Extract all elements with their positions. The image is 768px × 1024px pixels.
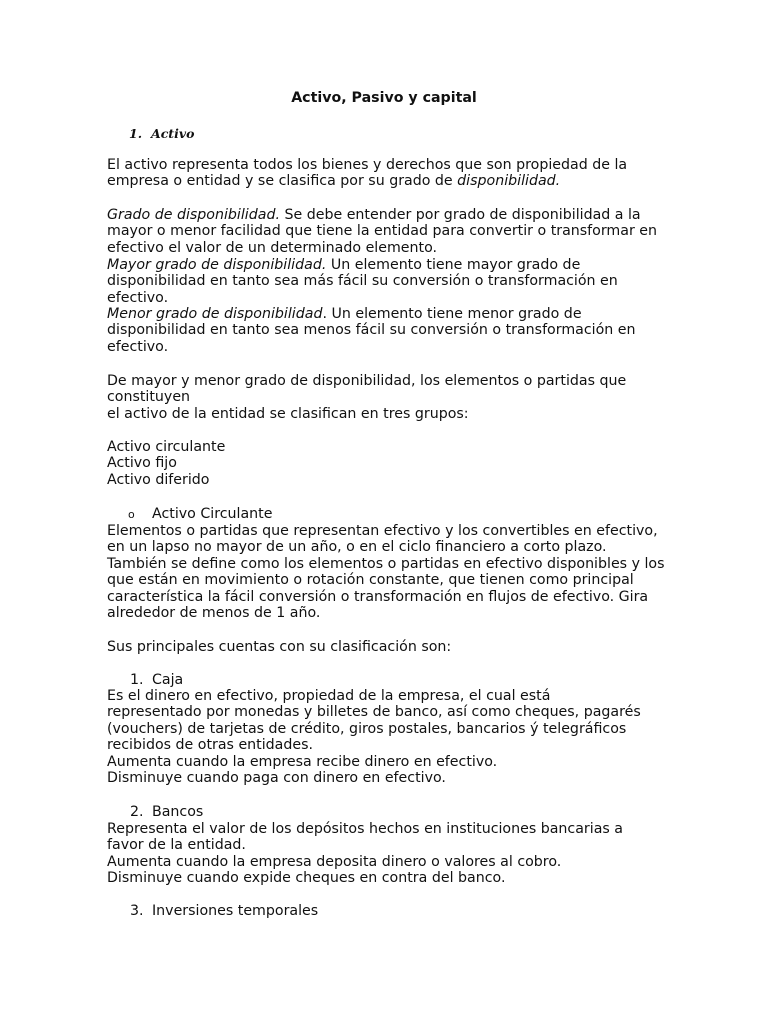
- section-label: Activo: [151, 126, 195, 141]
- clasificacion-paragraph: [107, 373, 667, 422]
- intro-italic: disponibilidad.: [457, 173, 561, 190]
- caja-aumenta: Aumenta cuando la empresa recibe dinero en efectivo.: [107, 753, 498, 770]
- bullet-marker: o: [128, 508, 135, 521]
- activo-circulante-heading: [128, 506, 272, 523]
- document-title: Activo, Pasivo y capital: [291, 90, 477, 106]
- bancos-disminuye: Disminuye cuando expide cheques en contra del banco.: [107, 870, 506, 887]
- caja-label: Caja: [152, 672, 184, 688]
- activo-circulante-text: Elementos o partidas que representan efectivo y los convertibles en efectivo, en un lapso no mayor de un año, o en el ciclo financiero a corto plazo. También se define como los elementos o partidas en efectivo disponibles y los que están en movimiento o rotación constante, que tienen como principal característica la fácil conversión o transformación en flujos de efectivo. Gira alrededor de menos de 1 año.: [107, 523, 665, 622]
- bancos-text: Representa el valor de los depósitos hechos en instituciones bancarias a favor de la entidad.: [107, 821, 623, 854]
- intro-text: El activo representa todos los bienes y derechos que son propiedad de la empresa o entidad y se clasifica por su grado de: [107, 157, 628, 190]
- bancos-heading: [130, 804, 203, 820]
- section-heading-activo: [129, 126, 194, 142]
- menor-label: Menor grado de disponibilidad: [107, 306, 323, 322]
- menor-text: . Un elemento tiene menor grado de disponibilidad en tanto sea menos fácil su conversión o transformación en efectivo.: [107, 306, 636, 355]
- bancos-aumenta: Aumenta cuando la empresa deposita dinero o valores al cobro.: [107, 853, 562, 870]
- clasificacion-line-1: De mayor y menor grado de disponibilidad, los elementos o partidas que constituyen: [107, 373, 627, 406]
- activo-circulante-label: Activo Circulante: [152, 506, 273, 522]
- bancos-body: [107, 821, 657, 887]
- group-item: Activo circulante: [107, 439, 226, 455]
- inversiones-number: 3.: [130, 903, 144, 919]
- group-item: Activo fijo: [107, 455, 177, 472]
- mayor-label: Mayor grado de disponibilidad.: [107, 257, 327, 273]
- group-item: Activo diferido: [107, 471, 210, 488]
- caja-number: 1.: [130, 672, 144, 688]
- caja-body: [107, 688, 647, 786]
- clasificacion-line-2: el activo de la entidad se clasifican en tres grupos:: [107, 405, 469, 422]
- grado-text: Se debe entender por grado de disponibilidad a la mayor o menor facilidad que tiene la entidad para convertir o transformar en efectivo el valor de un determinado elemento.: [107, 207, 658, 256]
- section-number: 1.: [129, 126, 143, 141]
- mayor-paragraph: [107, 257, 667, 306]
- inversiones-label: Inversiones temporales: [152, 903, 319, 919]
- menor-paragraph: [107, 306, 667, 355]
- bancos-label: Bancos: [152, 804, 204, 820]
- group-list: [107, 439, 667, 488]
- caja-text: Es el dinero en efectivo, propiedad de la empresa, el cual está representado por monedas y billetes de banco, así como cheques, pagarés (vouchers) de tarjetas de crédito, giros postales, bancarios ý telegráficos recibidos de otras entidades.: [107, 688, 641, 754]
- caja-heading: [130, 672, 183, 688]
- bancos-number: 2.: [130, 804, 144, 820]
- caja-disminuye: Disminuye cuando paga con dinero en efectivo.: [107, 770, 446, 787]
- intro-paragraph: [107, 157, 667, 190]
- grado-paragraph: [107, 207, 667, 256]
- cuentas-intro: Sus principales cuentas con su clasificación son:: [107, 639, 452, 655]
- mayor-text: Un elemento tiene mayor grado de disponibilidad en tanto sea más fácil su conversión o transformación en efectivo.: [107, 257, 618, 306]
- inversiones-heading: [130, 903, 318, 919]
- grado-label: Grado de disponibilidad.: [107, 207, 280, 223]
